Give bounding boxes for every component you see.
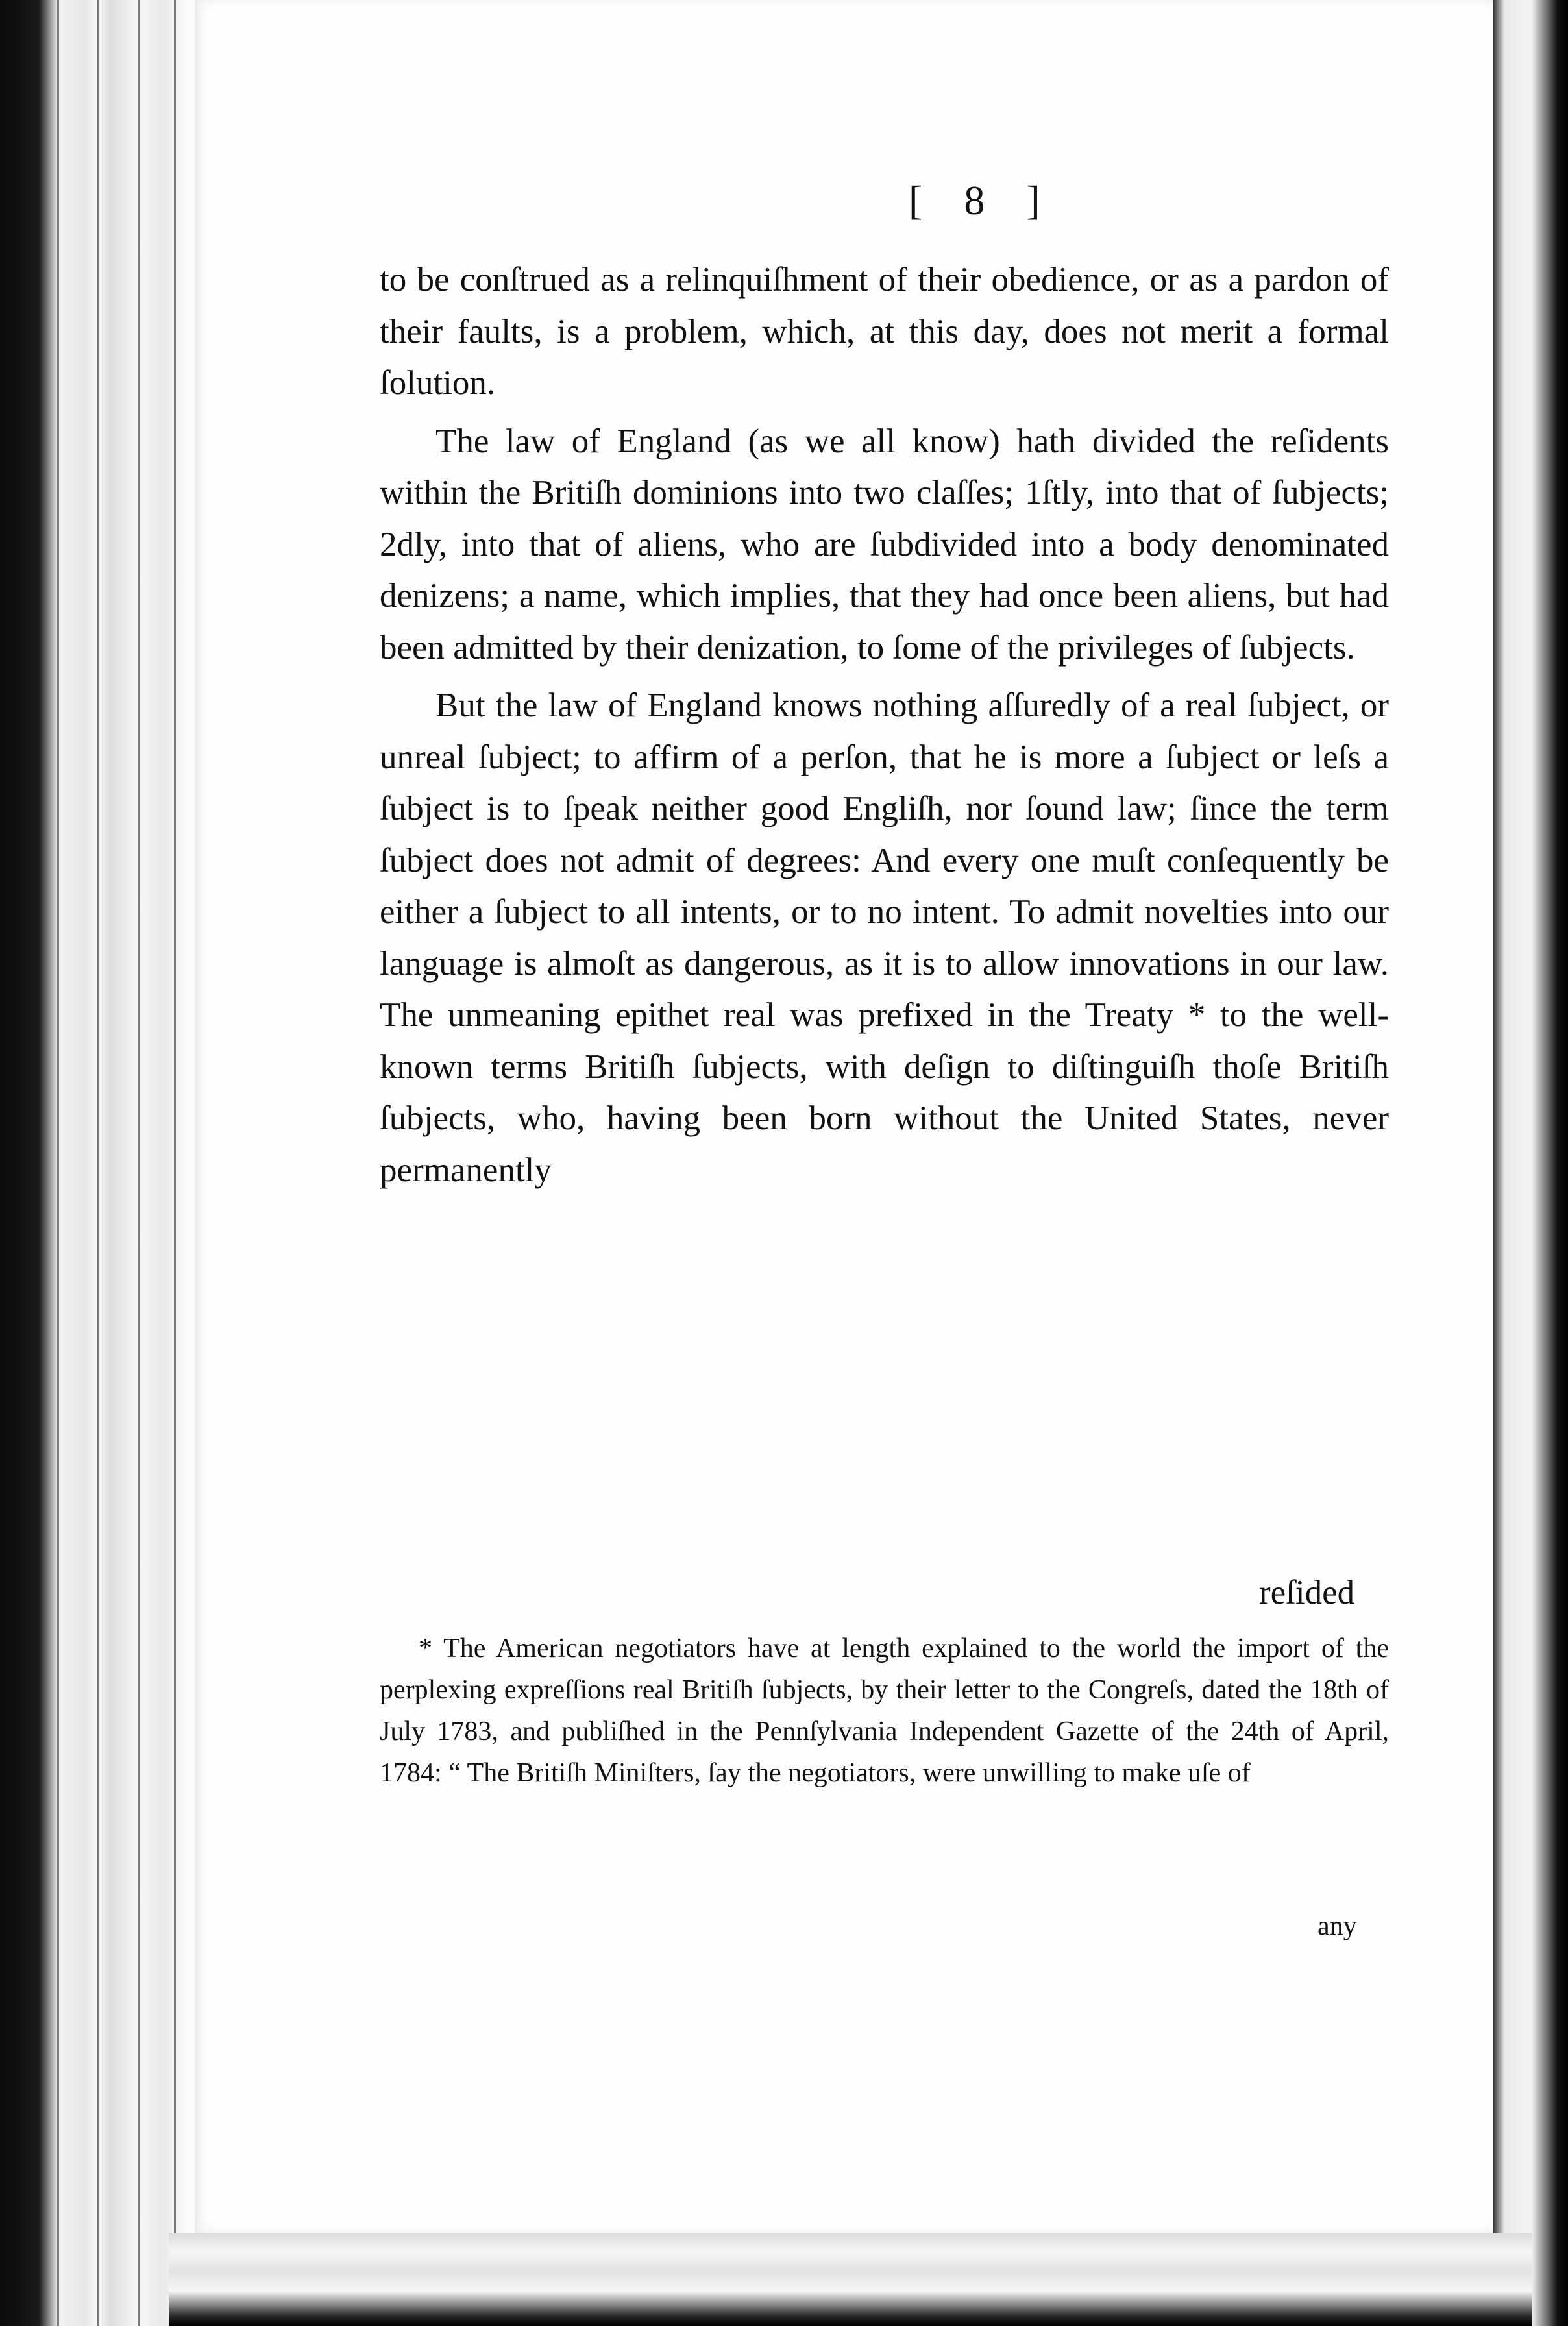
page-edge-line xyxy=(97,0,99,2326)
catchword: reſided xyxy=(1259,1574,1355,1611)
right-page-edge xyxy=(1493,0,1568,2326)
bottom-page-edges xyxy=(169,2233,1532,2326)
page-edge-line xyxy=(57,0,59,2326)
page-edge-line xyxy=(138,0,140,2326)
footnote xyxy=(380,1628,1389,1794)
footnote-text: * The American negotiators have at length explained to the world the import of the perplexing expreſſions real Britiſh ſubjects, by their letter to the Congreſs, dated the 18th of July 1783, and publiſhed in the Pennſylvania Independent Gazette of the 24th of April, 1784: “ The Britiſh Miniſters, ſay the negotiators, were unwilling to make uſe of xyxy=(380,1634,1389,1788)
page-number-header: [ 8 ] xyxy=(909,177,1056,223)
paragraph: But the law of England knows nothing aſſuredly of a real ſubject, or unreal ſubject; to affirm of a perſon, that he is more a ſubject or leſs a ſubject is to ſpeak neither good Engliſh, nor ſound law; ſince the term ſubject does not admit of degrees: And every one muſt conſequently be either a ſubject to all intents, or to no intent. To admit novelties into our language is almoſt as dangerous, as it is to allow innovations in our law. The unmeaning epithet real was prefixed in the Treaty * to the well-known terms Britiſh ſubjects, with deſign to diſtinguiſh thoſe Britiſh ſubjects, who, having been born without the United States, never permanently xyxy=(380,687,1389,1189)
paragraph: The law of England (as we all know) hath divided the reſidents within the Britiſh dominions into two claſſes; 1ſtly, into that of ſubjects; 2dly, into that of aliens, who are ſubdivided into a body denominated denizens; a name, which implies, that they had once been aliens, but had been admitted by their denization, to ſome of the privileges of ſubjects. xyxy=(380,422,1389,667)
left-page-edges xyxy=(0,0,195,2326)
footnote-catchword: any xyxy=(1317,1911,1357,1941)
paragraph: to be conſtrued as a relinquiſhment of their obedience, or as a pardon of their faults, is a problem, which, at this day, does not merit a formal ſolution. xyxy=(380,261,1389,402)
body-text xyxy=(380,254,1389,1196)
page-edge-line xyxy=(174,0,176,2326)
